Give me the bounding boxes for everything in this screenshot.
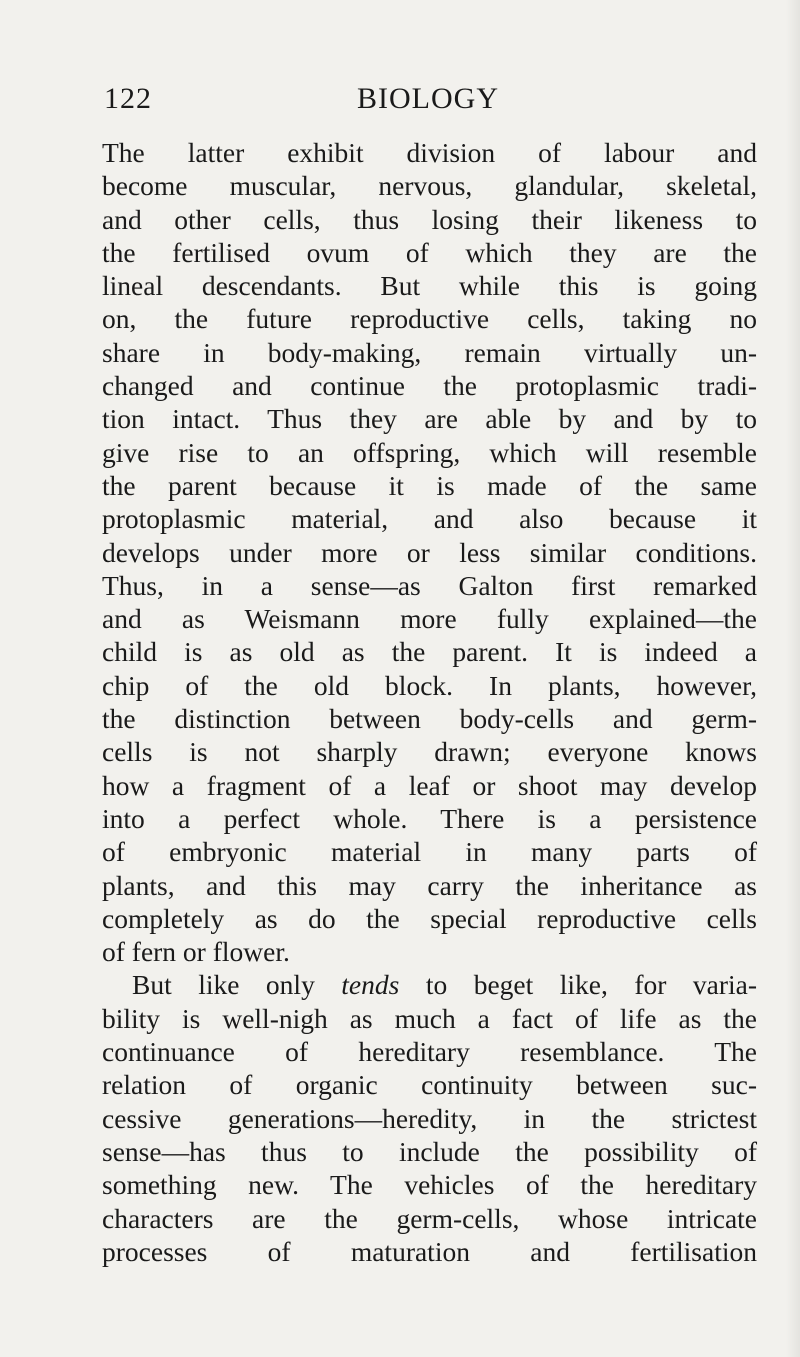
text-line: cells is not sharply drawn; everyone knows bbox=[102, 736, 757, 768]
text-line: protoplasmic material, and also because it bbox=[102, 503, 757, 535]
running-title: BIOLOGY bbox=[357, 82, 499, 115]
page-edge-shadow bbox=[786, 0, 800, 1357]
paragraph bbox=[102, 136, 757, 968]
text-line: of fern or flower. bbox=[102, 936, 290, 968]
text-line: relation of organic continuity between suc- bbox=[102, 1069, 757, 1101]
text-line: processes of maturation and fertilisation bbox=[102, 1235, 757, 1267]
text-line: develops under more or less similar conditions. bbox=[102, 536, 757, 568]
text-line: The latter exhibit division of labour and bbox=[102, 137, 757, 168]
text-line: give rise to an offspring, which will resemble bbox=[102, 436, 757, 468]
text-line: bility is well-nigh as much a fact of life as the bbox=[102, 1002, 757, 1034]
text-line: cessive generations—heredity, in the strictest bbox=[102, 1102, 757, 1134]
text-line: chip of the old block. In plants, however, bbox=[102, 669, 757, 701]
text-line: the parent because it is made of the same bbox=[102, 469, 757, 501]
text-line: tion intact. Thus they are able by and by to bbox=[102, 403, 757, 435]
text-line: something new. The vehicles of the hereditary bbox=[102, 1169, 757, 1201]
text-line bbox=[102, 968, 757, 1001]
text-line: and other cells, thus losing their likeness to bbox=[102, 203, 757, 235]
text-line: share in body-making, remain virtually un- bbox=[102, 336, 757, 368]
text-line: lineal descendants. But while this is going bbox=[102, 270, 757, 302]
emphasis-text: tends bbox=[341, 969, 400, 1001]
page-number: 122 bbox=[104, 82, 152, 115]
paragraph bbox=[102, 968, 757, 1268]
page-header bbox=[100, 82, 756, 122]
text-line: become muscular, nervous, glandular, skeletal, bbox=[102, 170, 757, 202]
text-segment: to beget like, for varia- bbox=[399, 969, 757, 1001]
body-text bbox=[102, 136, 757, 1268]
text-line: of embryonic material in many parts of bbox=[102, 836, 757, 868]
text-line: characters are the germ-cells, whose intricate bbox=[102, 1202, 757, 1234]
text-line: the distinction between body-cells and germ- bbox=[102, 703, 757, 735]
text-line: on, the future reproductive cells, taking no bbox=[102, 303, 757, 335]
text-line: continuance of hereditary resemblance. The bbox=[102, 1036, 757, 1068]
text-line: sense—has thus to include the possibility of bbox=[102, 1135, 757, 1167]
text-line: the fertilised ovum of which they are the bbox=[102, 236, 757, 268]
text-line: completely as do the special reproductive cells bbox=[102, 902, 757, 934]
text-line: Thus, in a sense—as Galton first remarked bbox=[102, 569, 757, 601]
text-segment: But like only bbox=[132, 969, 342, 1001]
text-line: plants, and this may carry the inheritance as bbox=[102, 869, 757, 901]
text-line: into a perfect whole. There is a persistence bbox=[102, 802, 757, 834]
text-line: how a fragment of a leaf or shoot may develop bbox=[102, 769, 757, 801]
text-line: and as Weismann more fully explained—the bbox=[102, 603, 757, 635]
text-line: changed and continue the protoplasmic tradi- bbox=[102, 370, 757, 402]
text-line: child is as old as the parent. It is indeed a bbox=[102, 636, 757, 668]
